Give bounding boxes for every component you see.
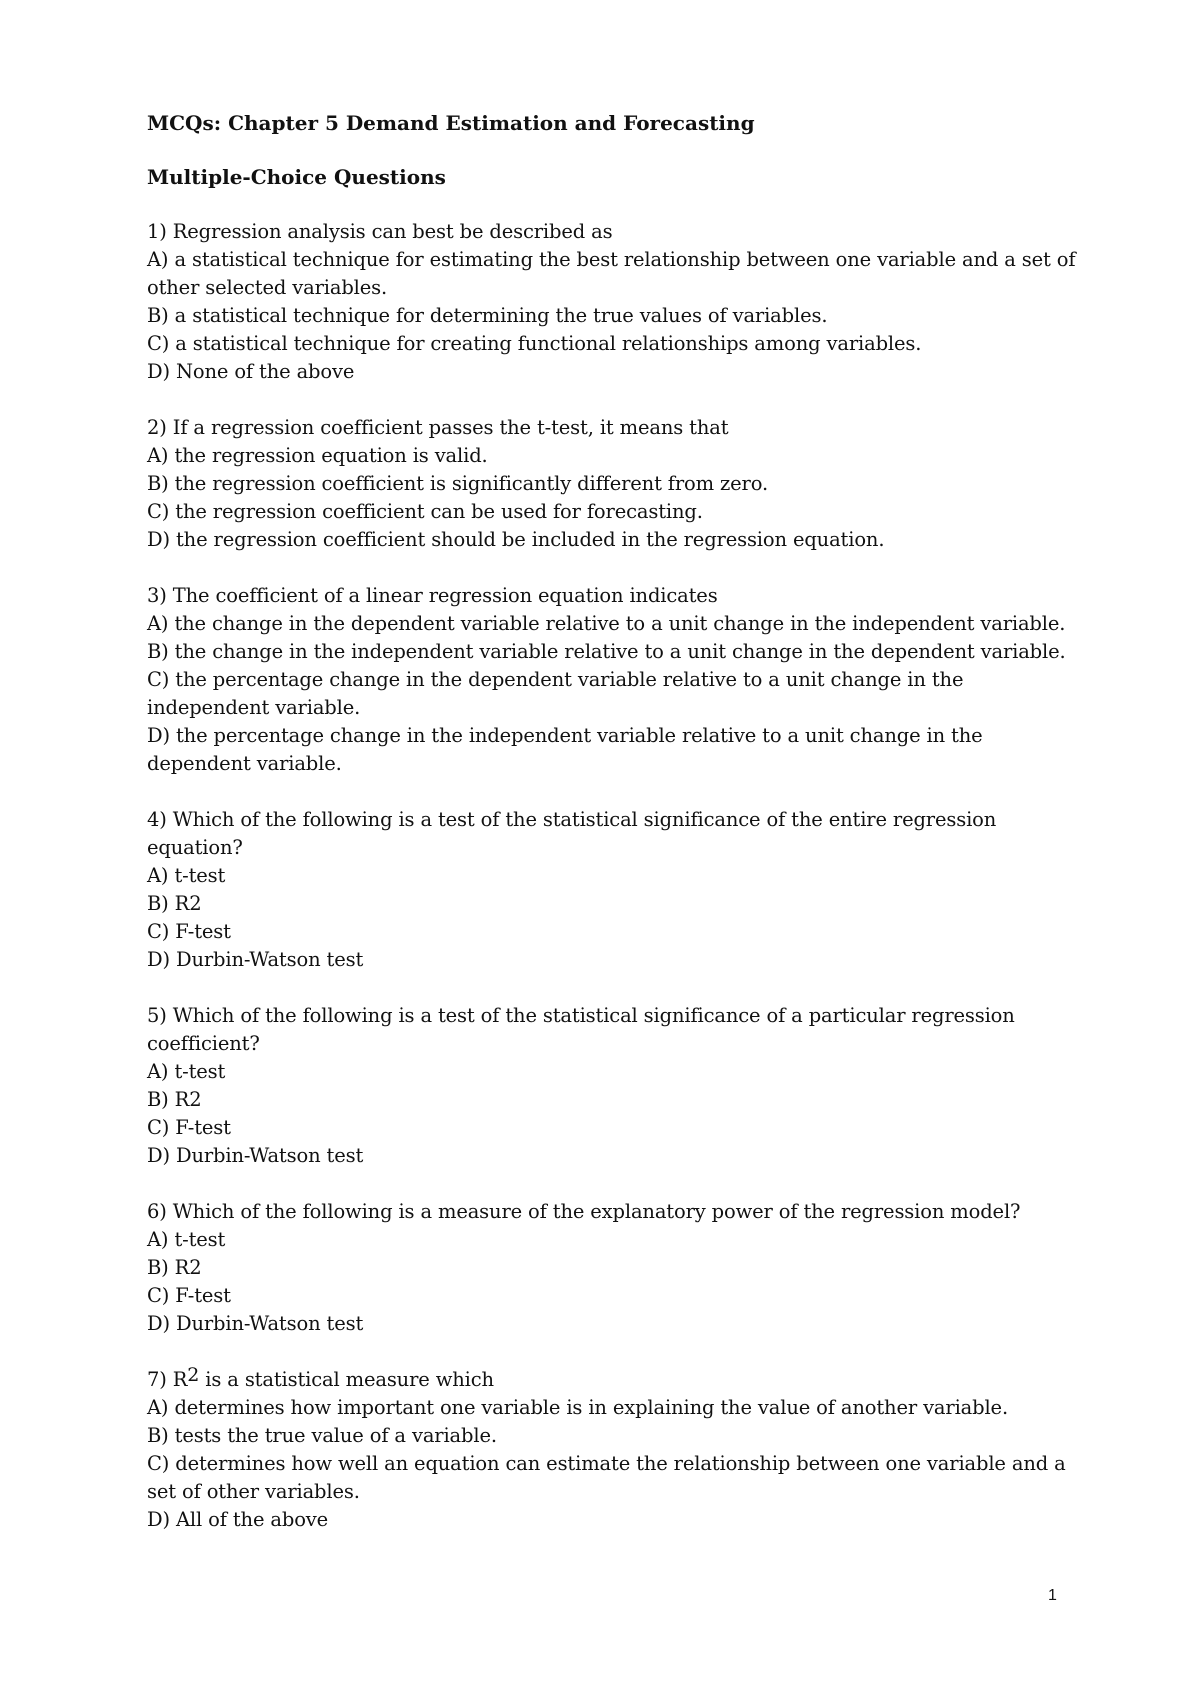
- option-d: D) the regression coefficient should be included in the regression equation.: [147, 528, 885, 551]
- document-title: MCQs: Chapter 5 Demand Estimation and Forecasting: [147, 111, 755, 135]
- question-stem: 6) Which of the following is a measure of the explanatory power of the regression model?: [147, 1200, 1021, 1223]
- option-c: C) F-test: [147, 1116, 231, 1139]
- question-5: [147, 1002, 1077, 1170]
- option-c: C) determines how well an equation can estimate the relationship between one variable and a set of other variables.: [147, 1452, 1066, 1503]
- option-d: D) Durbin-Watson test: [147, 1144, 364, 1167]
- option-d: D) All of the above: [147, 1508, 329, 1531]
- option-c: C) a statistical technique for creating functional relationships among variables.: [147, 332, 922, 355]
- option-b: B) a statistical technique for determining the true values of variables.: [147, 304, 828, 327]
- option-b: B) R2: [147, 892, 202, 915]
- option-b: B) R2: [147, 1256, 202, 1279]
- option-c: C) F-test: [147, 920, 231, 943]
- option-a: A) t-test: [147, 1060, 226, 1083]
- option-b: B) R2: [147, 1088, 202, 1111]
- document-body: [147, 110, 1077, 1562]
- option-d: D) the percentage change in the independent variable relative to a unit change in the dependent variable.: [147, 724, 983, 775]
- option-a: A) a statistical technique for estimating the best relationship between one variable and a set of other selected variables.: [147, 248, 1076, 299]
- question-7: [147, 1366, 1077, 1534]
- question-stem: 2) If a regression coefficient passes the t-test, it means that: [147, 416, 729, 439]
- stem-prefix: 7) R: [147, 1368, 188, 1391]
- page-number: 1: [1048, 1587, 1057, 1604]
- question-3: [147, 582, 1077, 778]
- option-a: A) t-test: [147, 864, 226, 887]
- question-2: [147, 414, 1077, 554]
- superscript-exponent: 2: [187, 1364, 200, 1386]
- question-1: [147, 218, 1077, 386]
- option-a: A) the change in the dependent variable relative to a unit change in the independent variable.: [147, 612, 1066, 635]
- question-stem: 5) Which of the following is a test of the statistical significance of a particular regression coefficient?: [147, 1004, 1015, 1055]
- option-b: B) the change in the independent variable relative to a unit change in the dependent variable.: [147, 640, 1066, 663]
- question-stem: [147, 1366, 1077, 1394]
- option-b: B) the regression coefficient is significantly different from zero.: [147, 472, 768, 495]
- option-a: A) the regression equation is valid.: [147, 444, 488, 467]
- option-c: C) F-test: [147, 1284, 231, 1307]
- option-a: A) t-test: [147, 1228, 226, 1251]
- question-6: [147, 1198, 1077, 1338]
- question-4: [147, 806, 1077, 974]
- section-heading: Multiple-Choice Questions: [147, 165, 446, 189]
- stem-suffix: is a statistical measure which: [199, 1368, 494, 1391]
- option-c: C) the percentage change in the dependent variable relative to a unit change in the independent variable.: [147, 668, 964, 719]
- option-c: C) the regression coefficient can be used for forecasting.: [147, 500, 703, 523]
- question-stem: 4) Which of the following is a test of the statistical significance of the entire regression equation?: [147, 808, 997, 859]
- option-d: D) None of the above: [147, 360, 355, 383]
- option-d: D) Durbin-Watson test: [147, 948, 364, 971]
- option-a: A) determines how important one variable is in explaining the value of another variable.: [147, 1396, 1008, 1419]
- option-d: D) Durbin-Watson test: [147, 1312, 364, 1335]
- question-stem: 3) The coefficient of a linear regression equation indicates: [147, 584, 718, 607]
- option-b: B) tests the true value of a variable.: [147, 1424, 497, 1447]
- question-stem: 1) Regression analysis can best be described as: [147, 220, 613, 243]
